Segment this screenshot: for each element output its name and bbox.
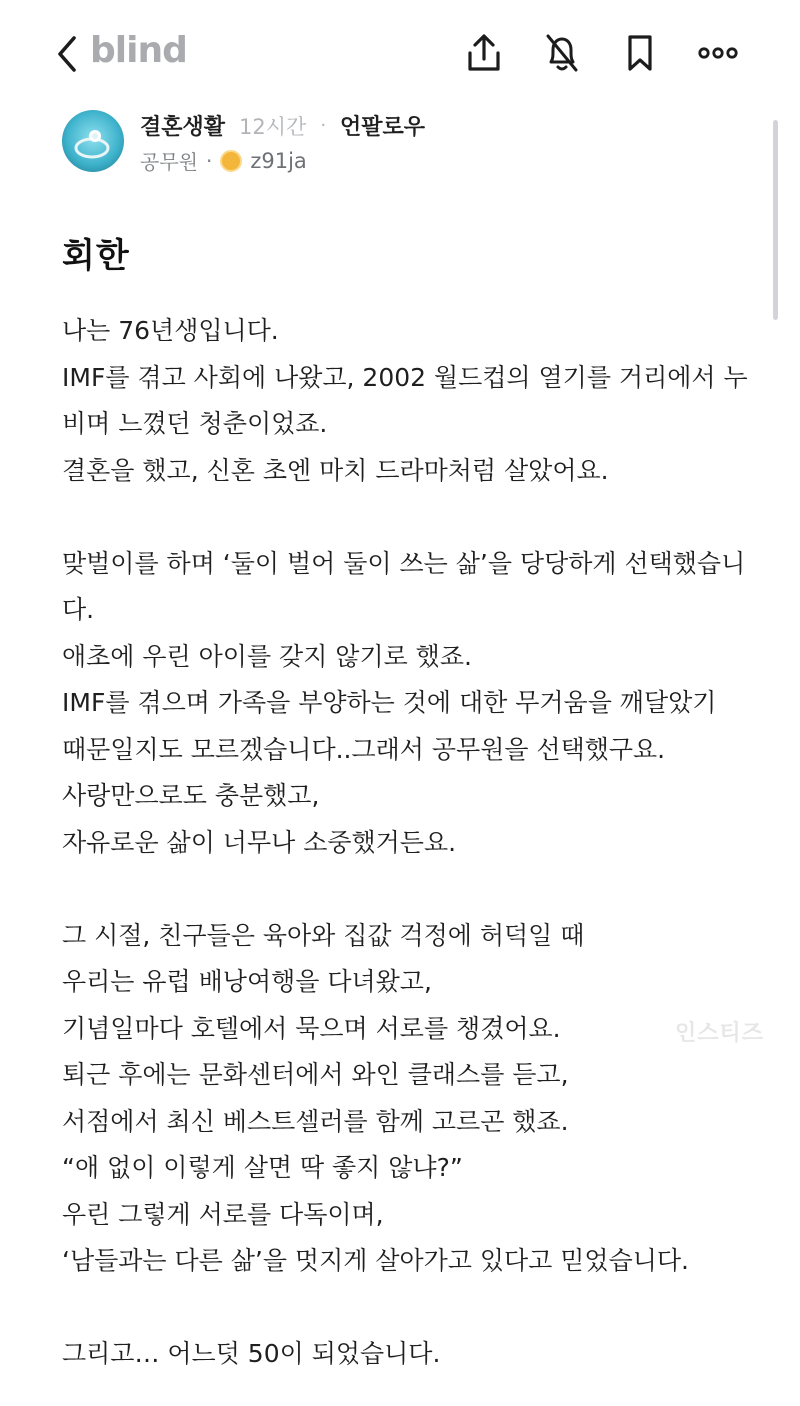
- separator-dot: ·: [320, 115, 327, 136]
- more-icon: [698, 47, 738, 59]
- watermark: 인스티즈: [674, 1021, 764, 1046]
- author-meta-line: [140, 110, 425, 141]
- channel-name[interactable]: 결혼생활: [140, 115, 226, 140]
- channel-avatar[interactable]: [62, 110, 124, 172]
- post-paragraph: [62, 1285, 748, 1332]
- back-button[interactable]: [52, 34, 82, 74]
- notification-off-icon: [543, 32, 581, 74]
- scrollbar[interactable]: [773, 120, 778, 320]
- share-button[interactable]: [464, 30, 504, 76]
- bookmark-button[interactable]: [620, 30, 660, 76]
- share-icon: [466, 33, 502, 73]
- unfollow-button[interactable]: 언팔로우: [340, 115, 426, 140]
- author-detail-line: [140, 146, 307, 175]
- post-body: [62, 308, 748, 1378]
- post-time: 12시간: [239, 114, 307, 139]
- post-paragraph: [62, 866, 748, 913]
- top-bar: [0, 0, 800, 106]
- post-paragraph: 그 시절, 친구들은 육아와 집값 걱정에 허덕일 때 우리는 유럽 배낭여행을 다녀왔고, 기념일마다 호텔에서 묵으며 서로를 챙겼어요. 퇴근 후에는 문화센터에서 와인 클래스를 듣고, 서점에서 최신 베스트셀러를 함께 고르곤 했죠. “애 없이 이렇게 살면 딱 좋지 않냐?” 우린 그렇게 서로를 다독이며, ‘남들과는 다른 삶’을 멋지게 살아가고 있다고 믿었습니다.: [62, 920, 689, 1275]
- post-paragraph: 나는 76년생입니다. IMF를 겪고 사회에 나왔고, 2002 월드컵의 열기를 거리에서 누비며 느꼈던 청춘이었죠. 결혼을 했고, 신혼 초엔 마치 드라마처럼 살았어요.: [62, 316, 748, 485]
- post-paragraph: 그리고… 어느덧 50이 되었습니다.: [62, 1339, 441, 1368]
- brand-logo[interactable]: blind: [90, 30, 187, 71]
- post-author: [62, 108, 742, 178]
- header-actions: [464, 30, 738, 76]
- separator-dot: ·: [205, 148, 213, 173]
- post-paragraph: [62, 494, 748, 541]
- notification-toggle-button[interactable]: [542, 30, 582, 76]
- post-title: 회한: [62, 236, 130, 276]
- author-nickname: z91ja: [250, 148, 307, 173]
- post-paragraph: 맞벌이를 하며 ‘둘이 벌어 둘이 쓰는 삶’을 당당하게 선택했습니다. 애초에 우린 아이를 갖지 않기로 했죠. IMF를 겪으며 가족을 부양하는 것에 대한 무거움을 깨달았기 때문일지도 모르겠습니다..그래서 공무원을 선택했구요. 사랑만으로도 충분했고, 자유로운 삶이 너무나 소중했거든요.: [62, 548, 746, 857]
- user-badge-icon: [220, 150, 242, 172]
- back-icon: [56, 35, 78, 73]
- bookmark-icon: [625, 33, 655, 73]
- more-button[interactable]: [698, 30, 738, 76]
- company-name: 공무원: [140, 150, 198, 174]
- ring-avatar-icon: [62, 110, 124, 172]
